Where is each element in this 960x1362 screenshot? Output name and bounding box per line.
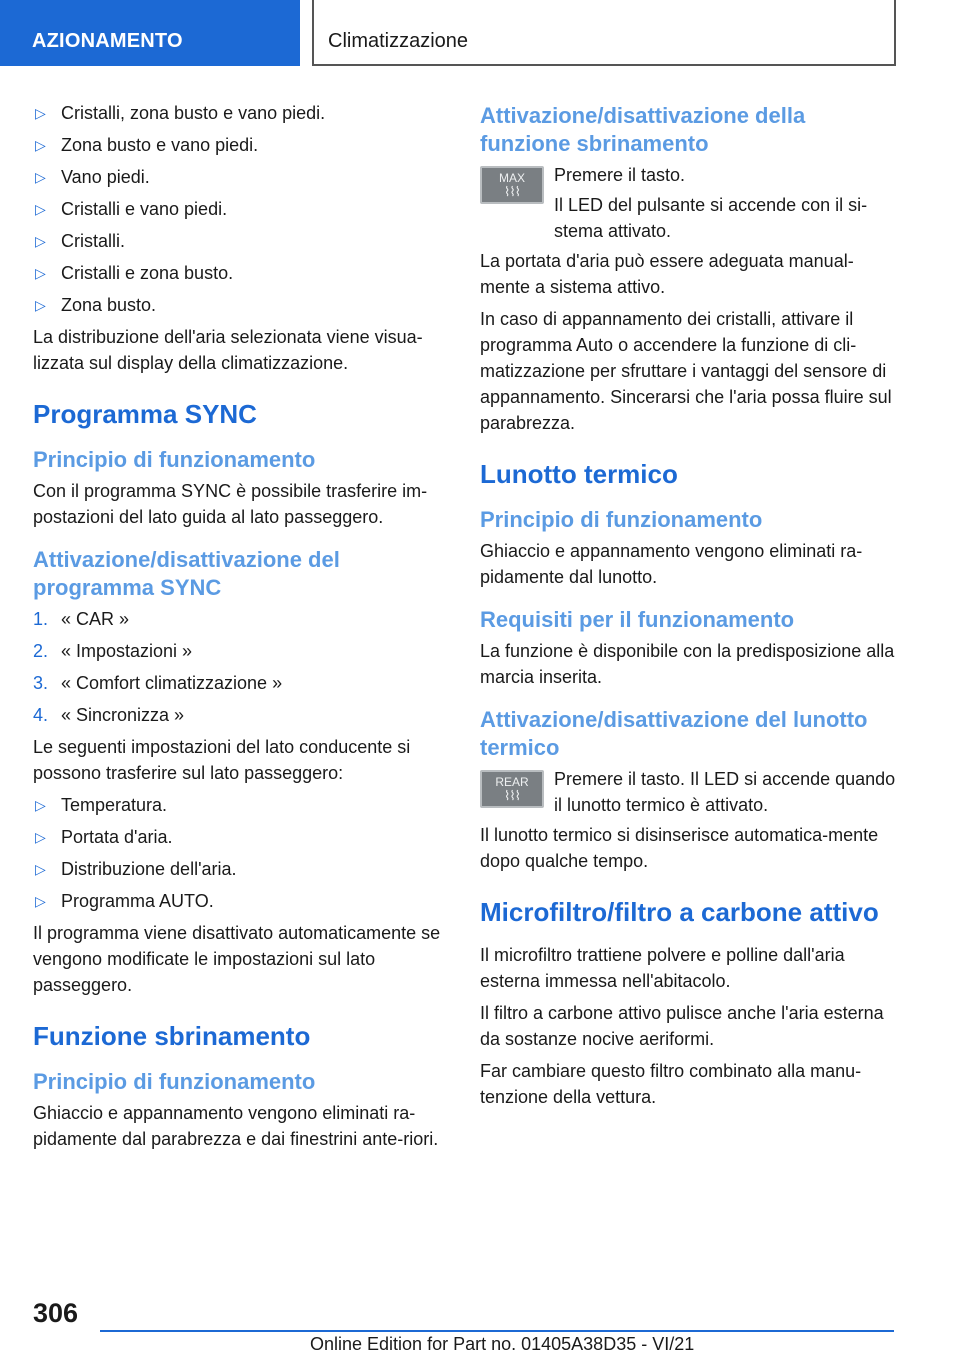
distribution-list	[33, 100, 449, 318]
distribution-item	[33, 100, 449, 126]
left-column	[33, 100, 449, 1158]
sync-heading: Programma SYNC	[33, 399, 257, 429]
defrost-principle-heading: Principio di funzionamento	[33, 1069, 316, 1094]
sync-steps-list	[33, 606, 449, 728]
rear-press-text: Premere il tasto. Il LED si accende quando il lunotto termico è attivato.	[554, 769, 896, 815]
distribution-note: La distribuzione dell'aria selezionata viene visua-lizzata sul display della climatizzazione.	[33, 327, 423, 373]
sync-principle-text: Con il programma SYNC è possibile trasferire im-postazioni del lato guida al lato passeggero.	[33, 481, 428, 527]
defrost-press-text: Premere il tasto.	[554, 165, 686, 185]
step-number: 4.	[33, 705, 49, 725]
triangle-right-icon: ▷	[35, 137, 46, 153]
distribution-item	[33, 164, 449, 190]
rear-defrost-block	[480, 766, 896, 818]
defrost-led-text: Il LED del pulsante si accende con il si-stema attivato.	[554, 195, 868, 241]
rear-button-label: REAR	[495, 775, 529, 789]
triangle-right-icon: ▷	[35, 797, 46, 813]
distribution-item-text: Vano piedi.	[61, 167, 150, 187]
rear-principle-heading: Principio di funzionamento	[480, 507, 763, 532]
rear-requirements-heading: Requisiti per il funzionamento	[480, 607, 795, 632]
defrost-fog-text: In caso di appannamento dei cristalli, attivare il programma Auto o accendere la funzione di cli-matizzazione per sfruttare i vantaggi del sensore di appannamento. Sincerarsi che l'aria possa fluire sul parabrezza.	[480, 309, 892, 433]
triangle-right-icon: ▷	[35, 297, 46, 313]
step-number: 2.	[33, 641, 49, 661]
page-number: 306	[33, 1298, 79, 1328]
distribution-item	[33, 260, 449, 286]
step-text: « CAR »	[61, 609, 130, 629]
distribution-item-text: Cristalli, zona busto e vano piedi.	[61, 103, 326, 123]
sync-activation-heading: Attivazione/disattivazione del programma SYNC	[33, 547, 340, 600]
triangle-right-icon: ▷	[35, 105, 46, 121]
section-tab: AZIONAMENTO	[0, 0, 300, 66]
rear-auto-off-text: Il lunotto termico si disinserisce automatica-mente dopo qualche tempo.	[480, 825, 879, 871]
sync-transfer-intro: Le seguenti impostazioni del lato conducente si possono trasferire sul lato passeggero:	[33, 737, 411, 783]
triangle-right-icon: ▷	[35, 233, 46, 249]
rear-activation-heading: Attivazione/disattivazione del lunotto termico	[480, 707, 868, 760]
distribution-item-text: Cristalli.	[61, 231, 126, 251]
distribution-item-text: Zona busto e vano piedi.	[61, 135, 259, 155]
rear-defrost-button	[480, 770, 544, 808]
filter-text-2: Il filtro a carbone attivo pulisce anche l'aria esterna da sostanze nocive aeriformi.	[480, 1003, 884, 1049]
triangle-right-icon: ▷	[35, 829, 46, 845]
sync-step	[33, 606, 449, 632]
distribution-item	[33, 228, 449, 254]
filter-heading: Microfiltro/filtro a carbone attivo	[480, 897, 879, 927]
rear-window-heading: Lunotto termico	[480, 459, 678, 489]
triangle-right-icon: ▷	[35, 861, 46, 877]
defrost-airflow-text: La portata d'aria può essere adeguata manual-mente a sistema attivo.	[480, 251, 854, 297]
rear-requirements-text: La funzione è disponibile con la predisposizione alla marcia inserita.	[480, 641, 895, 687]
rear-principle-text: Ghiaccio e appannamento vengono eliminati ra-pidamente dal lunotto.	[480, 541, 863, 587]
edition-text: Online Edition for Part no. 01405A38D35 - VI/21	[310, 1334, 695, 1354]
triangle-right-icon: ▷	[35, 893, 46, 909]
chapter-title: Climatizzazione	[312, 0, 896, 66]
right-column	[480, 100, 896, 1116]
footer-divider	[100, 1330, 894, 1332]
sync-step	[33, 638, 449, 664]
defrost-heading: Funzione sbrinamento	[33, 1021, 311, 1051]
triangle-right-icon: ▷	[35, 265, 46, 281]
distribution-item	[33, 292, 449, 318]
sync-principle-heading: Principio di funzionamento	[33, 447, 316, 472]
sync-transfer-item-text: Distribuzione dell'aria.	[61, 859, 237, 879]
max-button-label: MAX	[498, 171, 525, 185]
max-defrost-block	[480, 162, 896, 244]
triangle-right-icon: ▷	[35, 169, 46, 185]
defrost-activation-heading: Attivazione/disattivazione della funzione sbrinamento	[480, 103, 806, 156]
sync-deactivation-note: Il programma viene disattivato automaticamente se vengono modificate le impostazioni sul lato passeggero.	[33, 923, 441, 995]
sync-transfer-item-text: Temperatura.	[61, 795, 168, 815]
sync-transfer-item	[33, 824, 449, 850]
sync-step	[33, 670, 449, 696]
defrost-principle-text: Ghiaccio e appannamento vengono eliminati ra-pidamente dal parabrezza e dai finestrini ante-riori.	[33, 1103, 439, 1149]
step-number: 1.	[33, 609, 49, 629]
distribution-item	[33, 132, 449, 158]
filter-text-3: Far cambiare questo filtro combinato alla manu-tenzione della vettura.	[480, 1061, 862, 1107]
max-defrost-button	[480, 166, 544, 204]
step-text: « Sincronizza »	[61, 705, 185, 725]
sync-step	[33, 702, 449, 728]
sync-transfer-item-text: Portata d'aria.	[61, 827, 173, 847]
sync-transfer-item	[33, 888, 449, 914]
distribution-item-text: Cristalli e zona busto.	[61, 263, 234, 283]
heated-glass-icon: ⌇⌇⌇	[503, 184, 521, 199]
filter-text-1: Il microfiltro trattiene polvere e polline dall'aria esterna immessa nell'abitacolo.	[480, 945, 845, 991]
step-number: 3.	[33, 673, 49, 693]
sync-transfer-item	[33, 792, 449, 818]
distribution-item-text: Cristalli e vano piedi.	[61, 199, 228, 219]
sync-transfer-item	[33, 856, 449, 882]
triangle-right-icon: ▷	[35, 201, 46, 217]
sync-transfer-list	[33, 792, 449, 914]
step-text: « Comfort climatizzazione »	[61, 673, 283, 693]
heated-glass-icon: ⌇⌇⌇	[503, 788, 521, 803]
sync-transfer-item-text: Programma AUTO.	[61, 891, 214, 911]
distribution-item-text: Zona busto.	[61, 295, 157, 315]
step-text: « Impostazioni »	[61, 641, 193, 661]
distribution-item	[33, 196, 449, 222]
